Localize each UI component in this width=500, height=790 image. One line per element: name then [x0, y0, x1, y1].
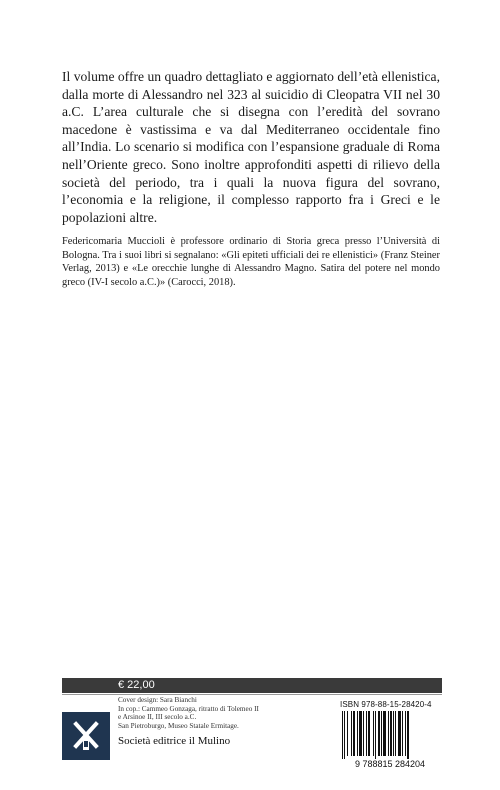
publisher-name: Società editrice il Mulino: [118, 735, 231, 747]
barcode-bar: [405, 711, 406, 756]
publisher-windmill-logo-icon: [62, 712, 110, 760]
barcode-bar: [357, 711, 358, 756]
isbn-label: ISBN 978-88-15-28420-4: [340, 700, 432, 709]
barcode-bar: [373, 711, 374, 756]
barcode-bar: [390, 711, 392, 756]
barcode-bar: [342, 711, 343, 759]
isbn-barcode: [336, 711, 444, 774]
barcode-bar: [353, 711, 355, 756]
barcode-bar: [351, 711, 352, 756]
barcode-bar: [398, 711, 401, 756]
cover-image-credit-1: In cop.: Cammeo Gonzaga, ritratto di Tolemeo II: [118, 704, 259, 713]
barcode-bar: [368, 711, 370, 756]
barcode-bar: [366, 711, 367, 756]
author-bio: Federicomaria Muccioli è professore ordinario di Storia greca presso l’Università di Bologna. Tra i suoi libri si segnalano: «Gli epiteti ufficiali dei re ellenistici» (Franz Steiner Verlag, 2013) e «Le orecchie lunghe di Alessandro Magno. Satira del potere nel mondo greco (IV-I secolo a.C.)» (Carocci, 2018).: [62, 236, 440, 288]
barcode-bar: [347, 711, 348, 756]
barcode-bar: [402, 711, 403, 756]
price-bar: [62, 678, 442, 693]
cover-image-credit-3: San Pietroburgo, Museo Statale Ermitage.: [118, 721, 239, 730]
barcode-bar: [393, 711, 394, 756]
barcode-bar: [375, 711, 376, 759]
cover-credits: [118, 696, 318, 730]
barcode-bar: [381, 711, 382, 756]
divider-line: [62, 694, 442, 695]
barcode-bar: [407, 711, 409, 759]
barcode-digits: 9 788815 284204: [354, 759, 426, 769]
cover-design-credit: Cover design: Sara Bianchi: [118, 696, 197, 704]
barcode-bar: [395, 711, 396, 756]
barcode-bar: [359, 711, 362, 756]
barcode-bar: [363, 711, 364, 756]
barcode-bar: [344, 711, 345, 759]
price-label: € 22,00: [118, 679, 155, 691]
barcode-bar: [388, 711, 389, 756]
cover-image-credit-2: e Arsinoe II, III secolo a.C.: [118, 713, 197, 722]
barcode-bar: [383, 711, 386, 756]
barcode-bar: [378, 711, 380, 756]
book-summary: Il volume offre un quadro dettagliato e aggiornato dell’età ellenistica, dalla morte di Alessandro nel 323 al suicidio di Cleopatra VII nel 30 a.C. L’area culturale che si disegna con l’eredità del sovrano macedone è vastissima e va dal Mediterraneo occidentale fino all’India. Lo scenario si modifica con l’espansione graduale di Roma nell’Oriente greco. Sono inoltre approfonditi aspetti di rilievo della società del periodo, tra i quali la nuova figura del sovrano, l’economia e la religione, il complesso rapporto fra i Greci e le popolazioni altre.: [62, 69, 440, 225]
